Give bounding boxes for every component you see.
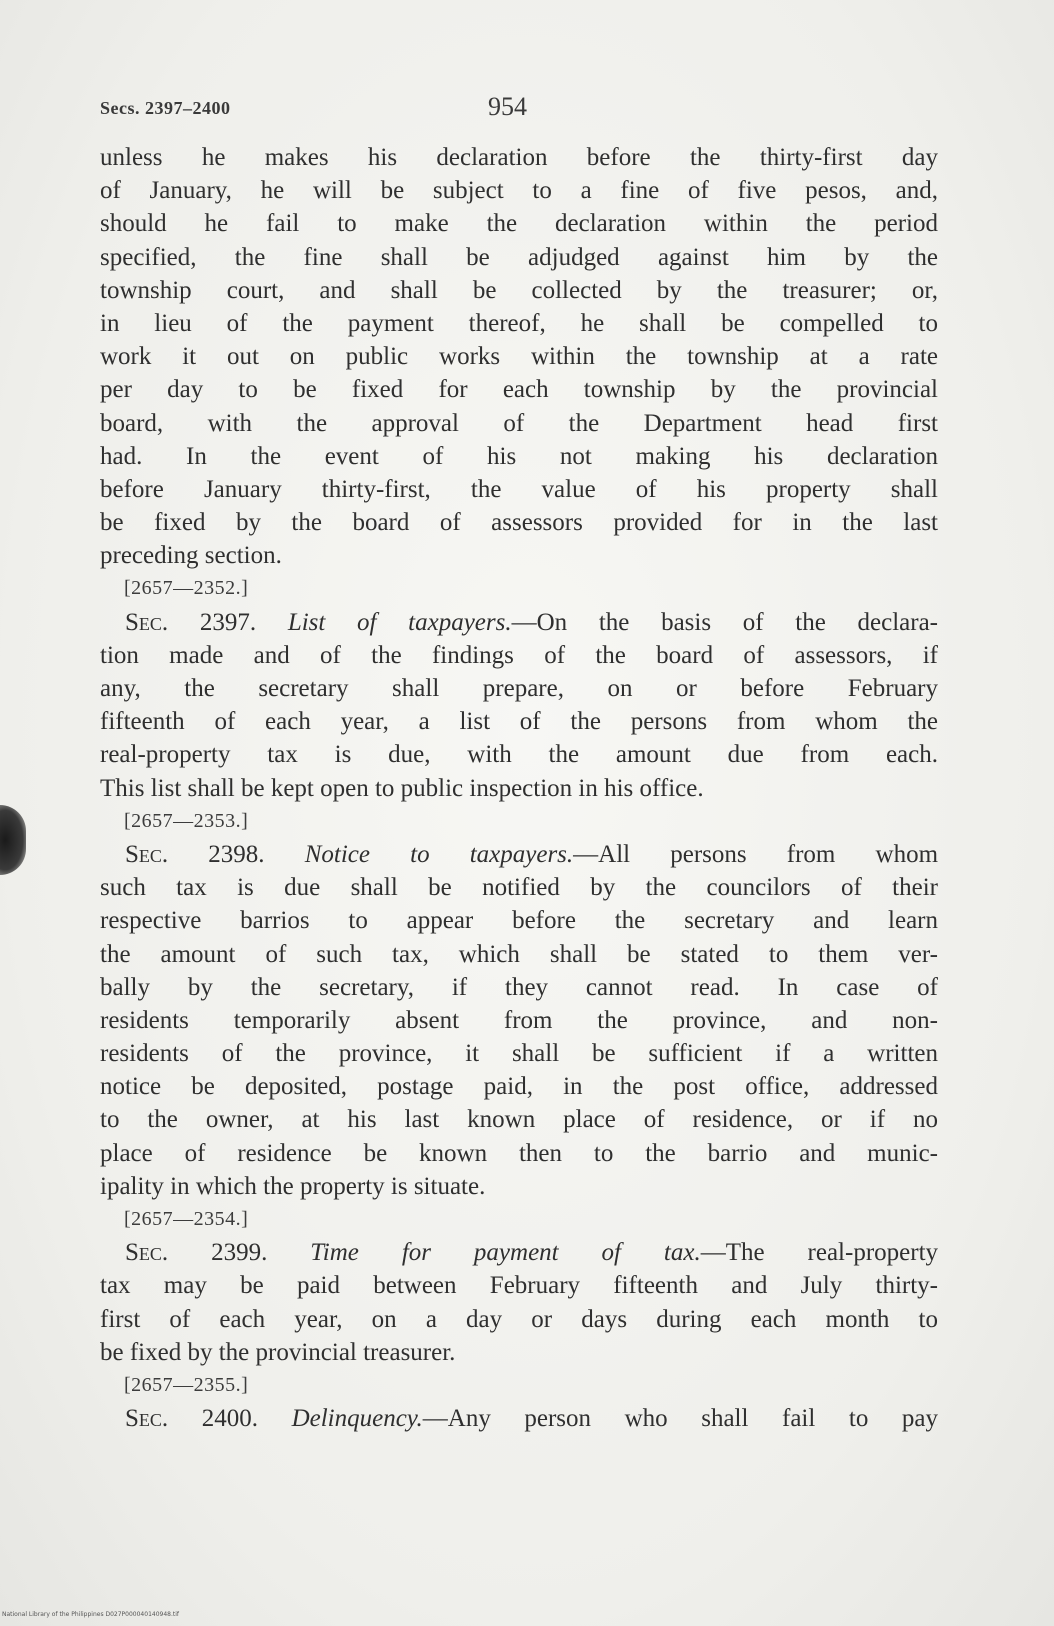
- section-first-line: [100, 1402, 938, 1435]
- page-body: [100, 141, 938, 1435]
- text-line: per day to be fixed for each township by the provincial: [100, 376, 938, 404]
- scan-edge-blot: [0, 805, 26, 875]
- section-label: Sec. 2397.: [125, 608, 257, 636]
- text-line: respective barrios to appear before the secretary and learn: [100, 907, 938, 935]
- text-line: be fixed by the board of assessors provided for in the last: [100, 509, 938, 537]
- section-first-line: [100, 606, 938, 639]
- section-label: Sec. 2399.: [125, 1239, 268, 1267]
- section-citation: [2657—2354.]: [124, 1208, 249, 1230]
- section-title: List of taxpayers.: [287, 608, 512, 636]
- text-line: such tax is due shall be notified by the councilors of their: [100, 874, 938, 902]
- text-line: preceding section.: [100, 542, 282, 570]
- section-first-line-rest: —The real-property: [700, 1239, 939, 1267]
- section-title: Time for payment of tax.: [310, 1239, 701, 1267]
- page-header: [100, 92, 930, 126]
- section-title: Delinquency.: [291, 1405, 423, 1433]
- section-first-line: [100, 1236, 938, 1269]
- text-line: first of each year, on a day or days during each month to: [100, 1305, 938, 1333]
- text-line: be fixed by the provincial treasurer.: [100, 1338, 456, 1366]
- text-line: place of residence be known then to the barrio and munic-: [100, 1139, 938, 1167]
- text-line: unless he makes his declaration before the thirty-first day: [100, 144, 938, 171]
- text-line: the amount of such tax, which shall be stated to them ver-: [100, 940, 938, 968]
- text-line: specified, the fine shall be adjudged against him by the: [100, 243, 938, 271]
- text-line: bally by the secretary, if they cannot read. In case of: [100, 973, 938, 1001]
- section-label: Sec. 2400.: [125, 1405, 258, 1433]
- text-line: ipality in which the property is situate.: [100, 1172, 486, 1200]
- section-2399: [100, 1203, 938, 1369]
- section-label: Sec. 2398.: [125, 840, 265, 868]
- text-line: real-property tax is due, with the amount due from each.: [100, 741, 938, 769]
- text-line: to the owner, at his last known place of residence, or if no: [100, 1106, 938, 1134]
- section-citation: [2657—2355.]: [124, 1373, 249, 1396]
- text-line: board, with the approval of the Department head first: [100, 409, 938, 437]
- text-line: in lieu of the payment thereof, he shall be compelled to: [100, 309, 938, 337]
- text-line: of January, he will be subject to a fine of five pesos, and,: [100, 177, 938, 205]
- intro-paragraph: [100, 141, 938, 572]
- text-line: tax may be paid between February fifteenth and July thirty-: [100, 1272, 938, 1300]
- text-line: township court, and shall be collected by the treasurer; or,: [100, 276, 938, 304]
- section-2398: [100, 805, 938, 1203]
- text-line: This list shall be kept open to public inspection in his office.: [100, 774, 704, 802]
- section-2400: [100, 1369, 938, 1435]
- text-line: residents of the province, it shall be sufficient if a written: [100, 1040, 938, 1068]
- text-line: residents temporarily absent from the province, and non-: [100, 1006, 938, 1034]
- text-line: tion made and of the findings of the board of assessors, if: [100, 641, 938, 669]
- text-line: notice be deposited, postage paid, in the post office, addressed: [100, 1073, 938, 1101]
- text-line: before January thirty-first, the value of his property shall: [100, 475, 938, 503]
- page-number: 954: [488, 92, 527, 121]
- text-line: fifteenth of each year, a list of the persons from whom the: [100, 708, 938, 736]
- section-citation: [2657—2353.]: [124, 809, 249, 832]
- text-line: should he fail to make the declaration within the period: [100, 210, 938, 238]
- section-2397: [100, 572, 938, 804]
- text-line: had. In the event of his not making his declaration: [100, 442, 938, 470]
- section-citation: [2657—2352.]: [124, 577, 249, 600]
- section-first-line: [100, 838, 938, 871]
- archive-footer-note: National Library of the Philippines D027P000040140948.tif: [2, 1611, 180, 1618]
- section-range: Secs. 2397–2400: [100, 98, 231, 118]
- section-first-line-rest: —On the basis of the declara-: [511, 608, 939, 636]
- section-first-line-rest: —Any person who shall fail to pay: [422, 1405, 939, 1433]
- section-title: Notice to taxpayers.: [304, 840, 574, 868]
- text-line: work it out on public works within the township at a rate: [100, 343, 938, 371]
- section-first-line-rest: —All persons from whom: [573, 840, 939, 868]
- text-line: any, the secretary shall prepare, on or before February: [100, 675, 938, 702]
